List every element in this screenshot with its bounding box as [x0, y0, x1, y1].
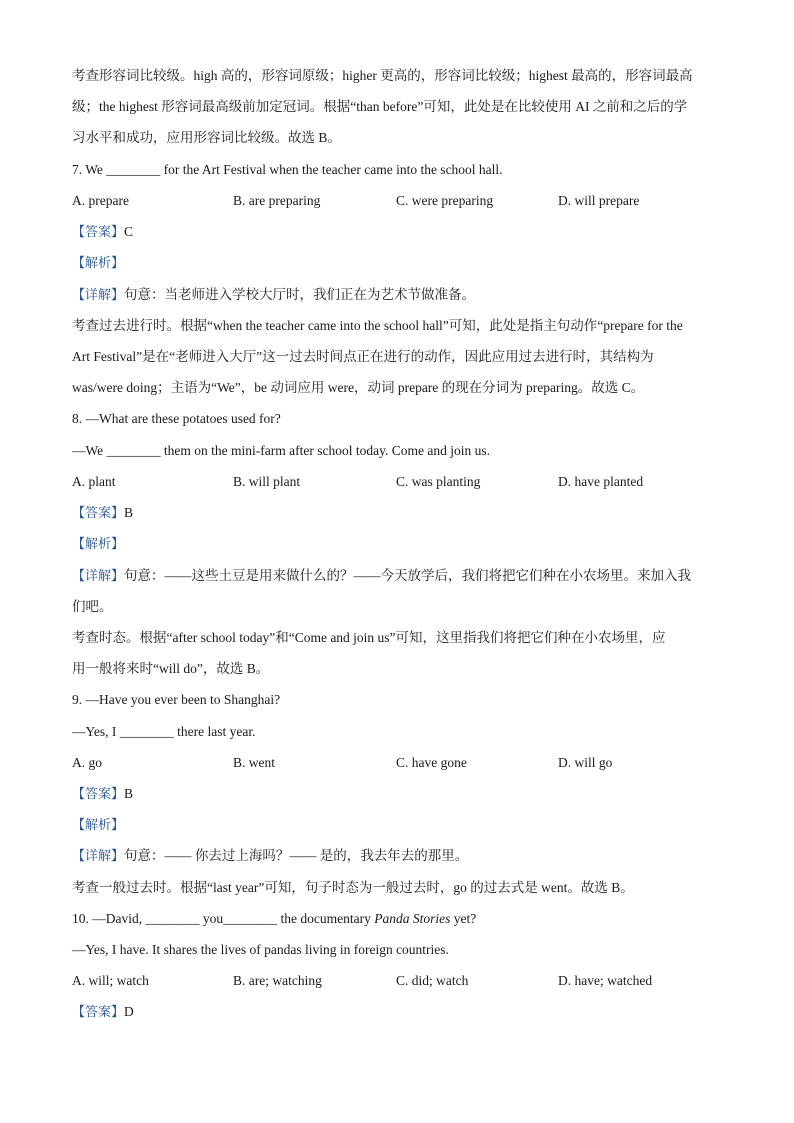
q7-analysis-label	[72, 253, 724, 274]
q10-option-d: D. have; watched	[558, 973, 653, 988]
q7-explanation: Art Festival”是在“老师进入大厅”这一过去时间点正在进行的动作，因此应用过去进行时，其结构为	[72, 349, 654, 364]
detail-text: 句意：——这些土豆是用来做什么的？——今天放学后，我们将把它们种在小农场里。来加入我	[124, 568, 692, 583]
q8-analysis-label	[72, 534, 724, 555]
q9-explanation: 考查一般过去时。根据“last year”可知，句子时态为一般过去时，go 的过去式是 went。故选 B。	[72, 880, 634, 895]
q9-answer	[72, 784, 724, 805]
q9-detail	[72, 846, 724, 867]
detail-label: 【详解】	[72, 849, 125, 864]
stem-text: yet?	[450, 911, 477, 926]
q8-detail-cont: 们吧。	[72, 599, 113, 614]
question-10-stem	[72, 909, 724, 929]
q7-option-c: C. were preparing	[396, 193, 494, 208]
intro-line: 考查形容词比较级。high 高的，形容词原级；higher 更高的，形容词比较级；highest 最高的，形容词最高	[72, 68, 693, 83]
q10-option-b: B. are; watching	[233, 973, 322, 988]
q7-option-d: D. will prepare	[558, 193, 640, 208]
answer-label: 【答案】	[72, 1005, 125, 1020]
analysis-label: 【解析】	[72, 256, 125, 271]
q8-option-b: B. will plant	[233, 474, 301, 489]
q9-analysis-label	[72, 815, 724, 836]
answer-value: B	[124, 786, 134, 801]
detail-text: 句意：—— 你去过上海吗？—— 是的，我去年去的那里。	[124, 848, 469, 863]
q10-option-a: A. will; watch	[72, 973, 149, 988]
detail-text: 句意：当老师进入学校大厅时，我们正在为艺术节做准备。	[124, 287, 476, 302]
q8-option-d: D. have planted	[558, 474, 644, 489]
answer-value: D	[124, 1004, 134, 1019]
intro-line: 习水平和成功，应用形容词比较级。故选 B。	[72, 130, 341, 145]
answer-label: 【答案】	[72, 225, 125, 240]
question-8-stem: —We ________ them on the mini-farm after school today. Come and join us.	[72, 443, 490, 458]
documentary-title: Panda Stories	[374, 911, 451, 926]
q8-explanation: 考查时态。根据“after school today”和“Come and join us”可知，这里指我们将把它们种在小农场里，应	[72, 630, 666, 645]
q9-option-a: A. go	[72, 755, 102, 770]
q8-option-c: C. was planting	[396, 474, 481, 489]
q10-answer	[72, 1002, 724, 1023]
stem-text: 10. —David, ________ you________ the documentary	[72, 911, 375, 926]
q7-option-b: B. are preparing	[233, 193, 321, 208]
q7-explanation: 考查过去进行时。根据“when the teacher came into the school hall”可知，此处是指主句动作“prepare for the	[72, 318, 683, 333]
answer-label: 【答案】	[72, 787, 125, 802]
q7-detail	[72, 285, 724, 306]
intro-line: 级；the highest 形容词最高级前加定冠词。根据“than before”可知，此处是在比较使用 AI 之前和之后的学	[72, 99, 688, 114]
answer-value: C	[124, 224, 134, 239]
analysis-label: 【解析】	[72, 818, 125, 833]
q7-explanation: was/were doing；主语为“We”，be 动词应用 were，动词 prepare 的现在分词为 preparing。故选 C。	[72, 380, 645, 395]
q7-option-a: A. prepare	[72, 193, 129, 208]
question-8-stem: 8. —What are these potatoes used for?	[72, 411, 281, 426]
question-10-stem: —Yes, I have. It shares the lives of pandas living in foreign countries.	[72, 942, 449, 957]
q8-explanation: 用一般将来时“will do”，故选 B。	[72, 661, 270, 676]
q9-option-d: D. will go	[558, 755, 613, 770]
detail-label: 【详解】	[72, 569, 125, 584]
question-7-stem: 7. We ________ for the Art Festival when the teacher came into the school hall.	[72, 162, 503, 177]
q7-answer	[72, 222, 724, 243]
question-9-stem: 9. —Have you ever been to Shanghai?	[72, 692, 281, 707]
q8-answer	[72, 503, 724, 524]
answer-label: 【答案】	[72, 506, 125, 521]
q8-detail	[72, 566, 724, 587]
q9-option-b: B. went	[233, 755, 275, 770]
q10-option-c: C. did; watch	[396, 973, 469, 988]
answer-value: B	[124, 505, 134, 520]
analysis-label: 【解析】	[72, 537, 125, 552]
q8-option-a: A. plant	[72, 474, 116, 489]
detail-label: 【详解】	[72, 288, 125, 303]
q9-option-c: C. have gone	[396, 755, 467, 770]
question-9-stem: —Yes, I ________ there last year.	[72, 724, 256, 739]
